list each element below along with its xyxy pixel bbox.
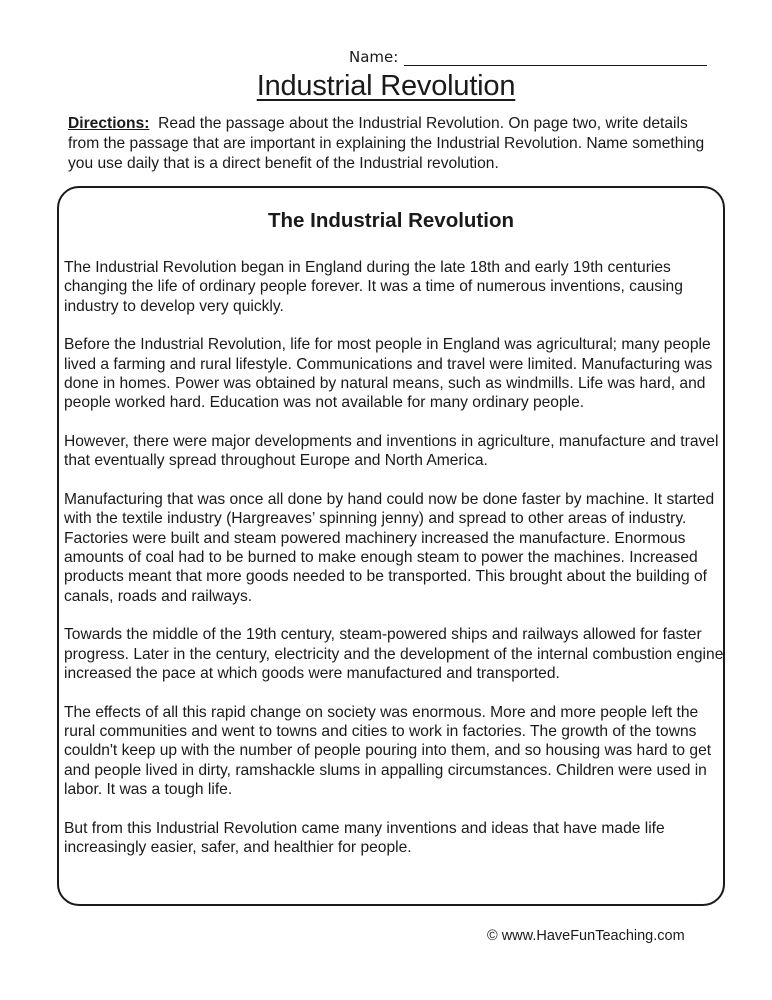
copyright-footer: © www.HaveFunTeaching.com [487,928,685,944]
directions-label: Directions: [68,115,150,132]
directions-text: Read the passage about the Industrial Revolution. On page two, write details from the passage that are important in explaining the Industrial Revolution. Name something you use daily that is a direct benefit of the Industrial revolution. [68,115,705,172]
name-label: Name: [349,48,399,66]
name-blank-line[interactable] [404,49,707,66]
name-field-row [349,44,709,66]
passage-paragraph-4: Manufacturing that was once all done by hand could now be done faster by machine. It started with the textile industry (Hargreaves’ spinning jenny) and spread to other areas of industry. Factories were built and steam powered machinery increased the manufacture. Enormous amounts of coal had to be burned to make enough steam to power the machines. Increased products meant that more goods needed to be transported. This brought about the building of canals, roads and railways. [64,491,715,605]
passage-body [64,258,724,877]
directions [68,114,718,174]
passage-paragraph-3: However, there were major developments and inventions in agriculture, manufacture and travel that eventually spread throughout Europe and North America. [64,433,719,470]
page-title: Industrial Revolution [256,70,516,102]
passage-paragraph-1: The Industrial Revolution began in England during the late 18th and early 19th centuries changing the life of ordinary people forever. It was a time of numerous inventions, causing industry to develop very quickly. [64,259,683,315]
passage-paragraph-2: Before the Industrial Revolution, life for most people in England was agricultural; many people lived a farming and rural lifestyle. Communications and travel were limited. Manufacturing was done in homes. Power was obtained by natural means, such as windmills. Life was hard, and people worked hard. Education was not available for many ordinary people. [64,336,713,412]
passage-paragraph-5: Towards the middle of the 19th century, steam-powered ships and railways allowed for faster progress. Later in the century, electricity and the development of the internal combustion engine increased the pace at which goods were manufactured and transported. [64,626,724,683]
passage-title: The Industrial Revolution [267,209,514,232]
passage-paragraph-6: The effects of all this rapid change on society was enormous. More and more people left the rural communities and went to towns and cities to work in factories. The growth of the towns couldn't keep up with the number of people pouring into them, and so housing was hard to get and people lived in dirty, ramshackle slums in appalling circumstances. Children were used in labor. It was a tough life. [64,703,712,799]
passage-paragraph-7: But from this Industrial Revolution came many inventions and ideas that have made life increasingly easier, safer, and healthier for people. [64,819,665,857]
